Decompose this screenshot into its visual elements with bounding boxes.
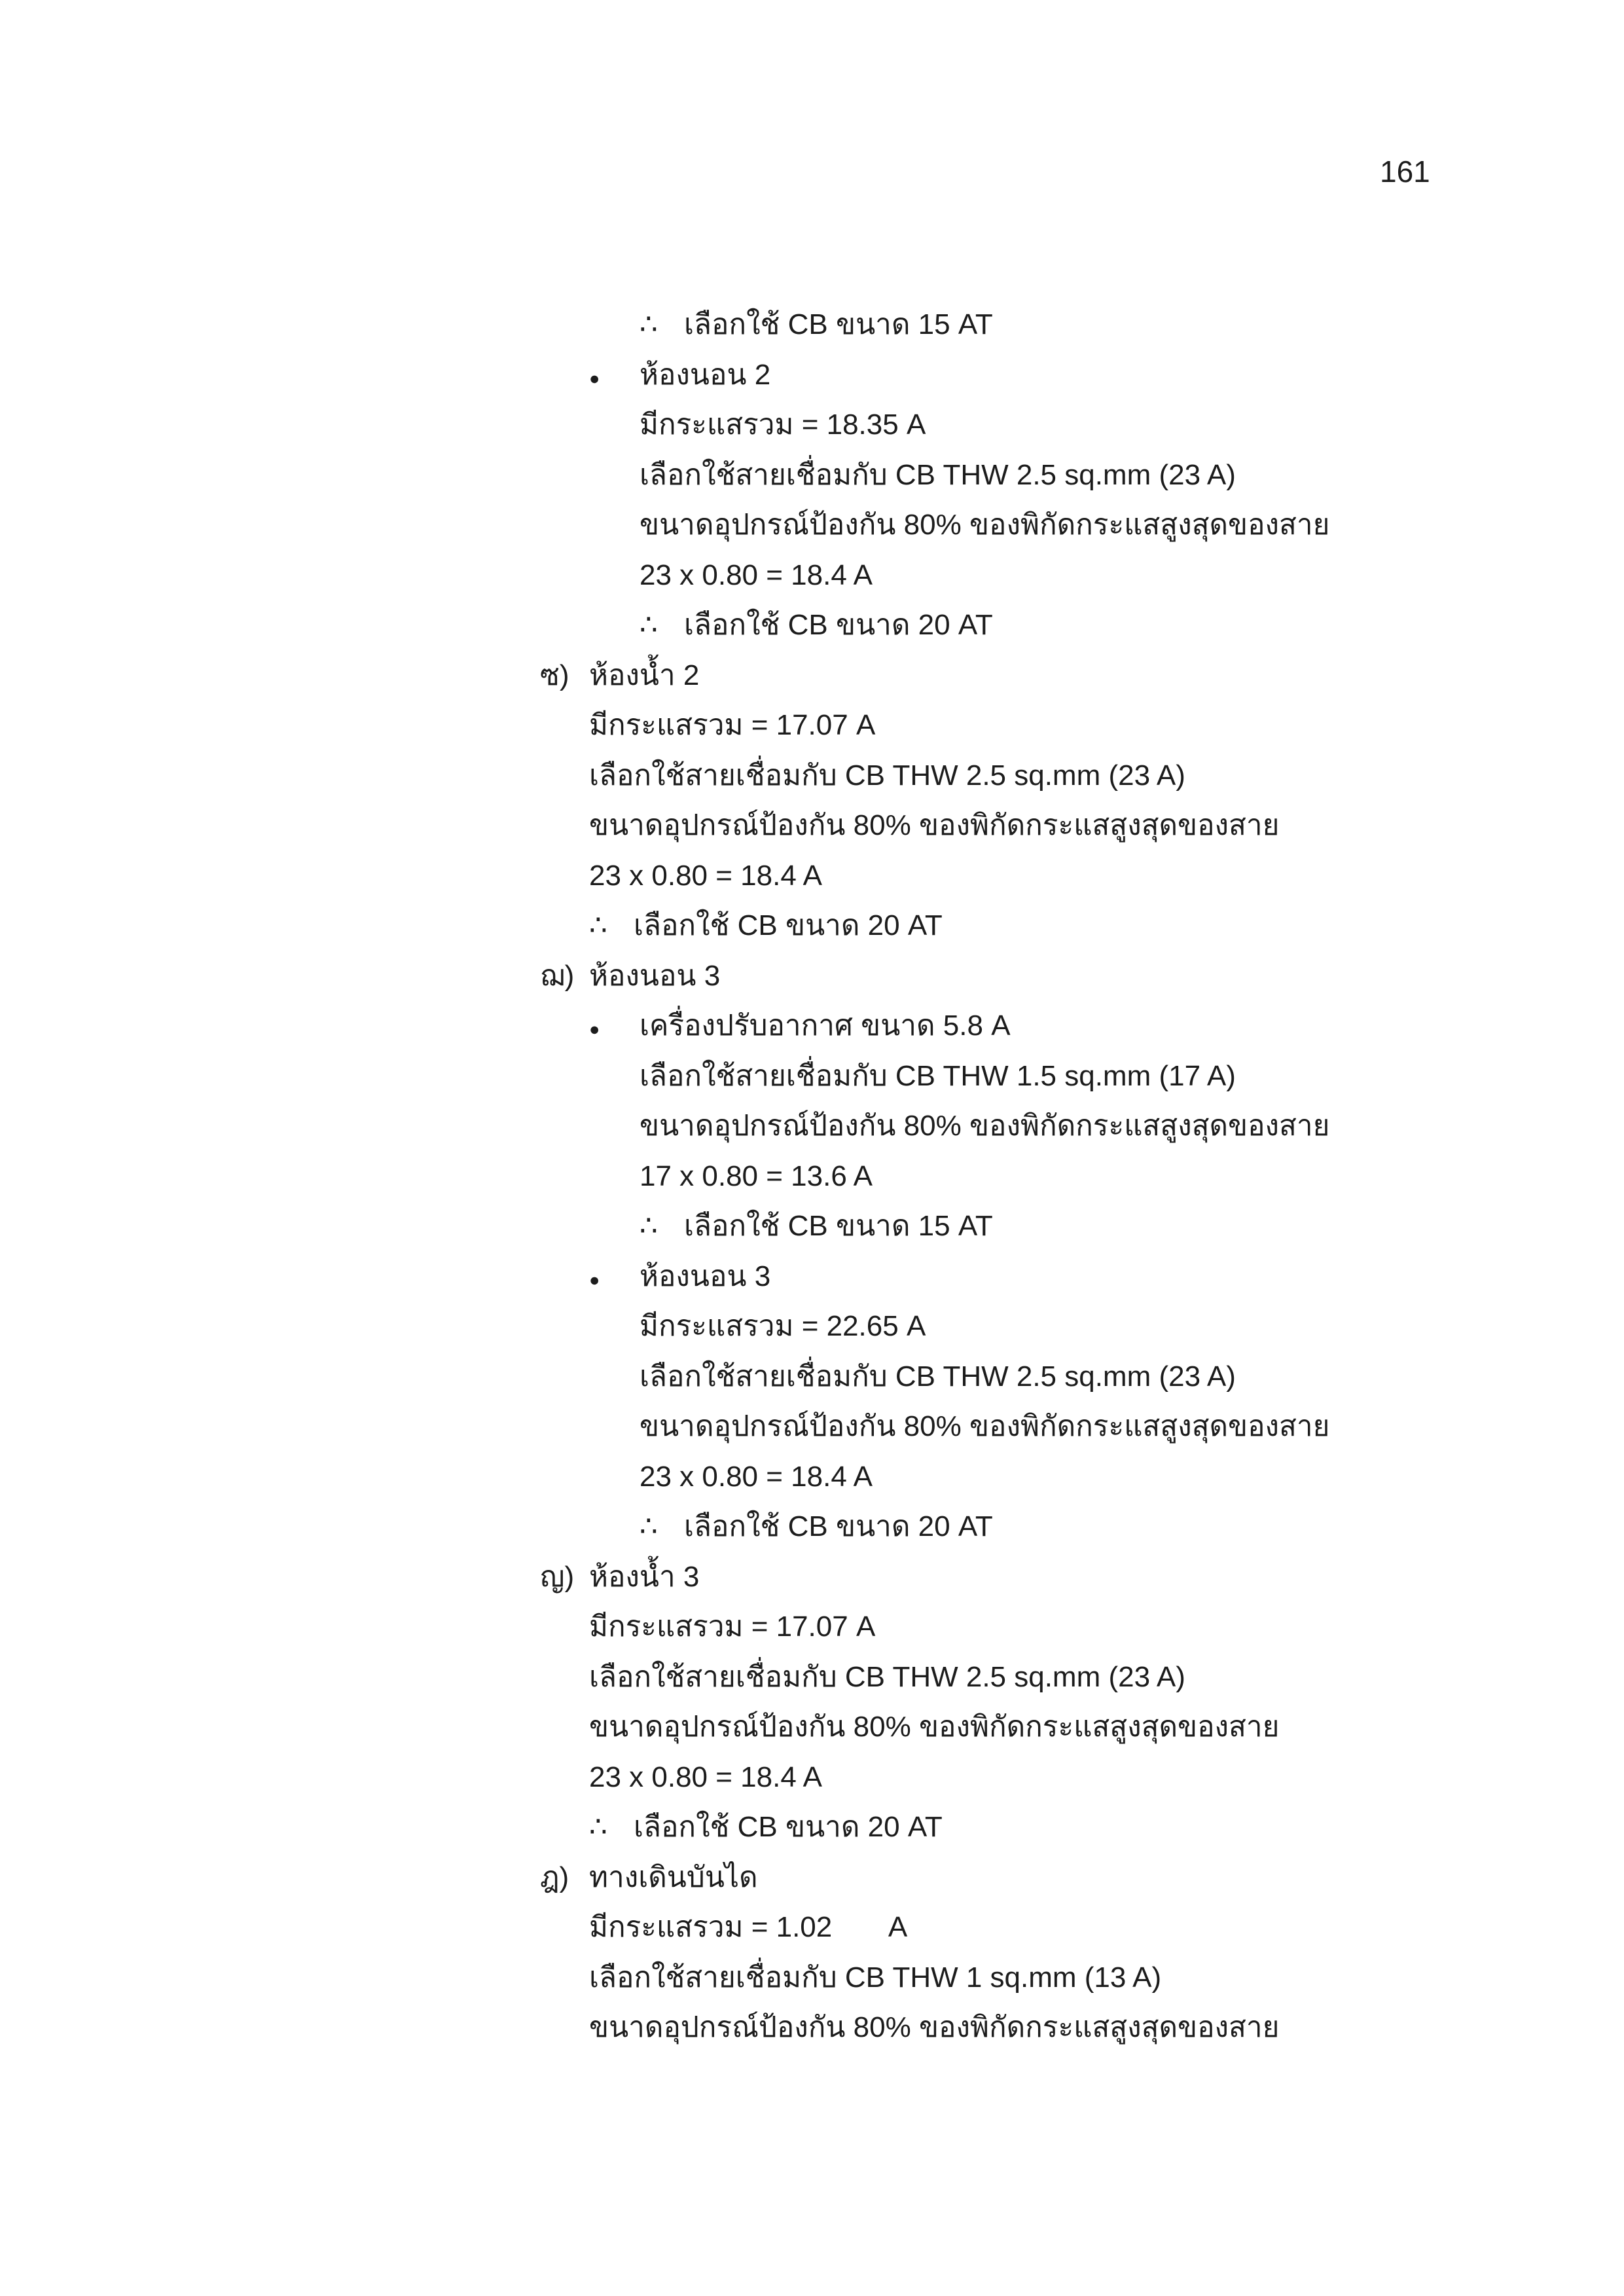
therefore-icon: ∴ bbox=[589, 909, 607, 941]
section-label: ฌ) bbox=[540, 959, 575, 992]
document-line bbox=[540, 1252, 1489, 1302]
line-text: เลือกใช้สายเชื่อมกับ CB THW 1.5 sq.mm (17 A) bbox=[640, 1059, 1236, 1092]
line-text: ขนาดอุปกรณ์ป้องกัน 80% ของพิกัดกระแสสูงสุดของสาย bbox=[589, 1711, 1280, 1743]
section-label: ฎ) bbox=[540, 1861, 569, 1893]
therefore-icon: ∴ bbox=[640, 1210, 658, 1242]
line-text: ขนาดอุปกรณ์ป้องกัน 80% ของพิกัดกระแสสูงสุดของสาย bbox=[640, 1410, 1330, 1442]
line-text: ห้องน้ำ 3 bbox=[589, 1560, 700, 1593]
line-text: ขนาดอุปกรณ์ป้องกัน 80% ของพิกัดกระแสสูงสุดของสาย bbox=[640, 509, 1330, 541]
line-text: ขนาดอุปกรณ์ป้องกัน 80% ของพิกัดกระแสสูงสุดของสาย bbox=[640, 1110, 1330, 1142]
document-line bbox=[540, 701, 1489, 751]
document-line bbox=[540, 350, 1489, 401]
line-text: 23 x 0.80 = 18.4 A bbox=[640, 1460, 873, 1493]
document-line bbox=[540, 751, 1489, 801]
line-text: เลือกใช้ CB ขนาด 15 AT bbox=[684, 1210, 993, 1242]
document-line bbox=[540, 1101, 1489, 1152]
document-line bbox=[540, 1502, 1489, 1552]
line-text: เครื่องปรับอากาศ ขนาด 5.8 A bbox=[640, 1010, 1011, 1042]
document-line bbox=[540, 500, 1489, 551]
line-text: มีกระแสรวม = 1.02 A bbox=[589, 1911, 908, 1943]
line-text: เลือกใช้สายเชื่อมกับ CB THW 2.5 sq.mm (23 A) bbox=[589, 1660, 1185, 1693]
line-text: ห้องน้ำ 2 bbox=[589, 659, 700, 691]
line-text: ห้องนอน 3 bbox=[589, 959, 721, 992]
document-line bbox=[540, 2003, 1489, 2053]
line-text: ขนาดอุปกรณ์ป้องกัน 80% ของพิกัดกระแสสูงสุดของสาย bbox=[589, 809, 1280, 841]
document-line bbox=[540, 1302, 1489, 1352]
therefore-icon: ∴ bbox=[640, 308, 658, 340]
document-line bbox=[540, 1853, 1489, 1903]
document-line bbox=[540, 1152, 1489, 1202]
bullet-icon: ● bbox=[589, 1019, 600, 1039]
document-line bbox=[540, 400, 1489, 450]
line-text: มีกระแสรวม = 22.65 A bbox=[640, 1310, 926, 1342]
document-line bbox=[540, 1051, 1489, 1102]
line-text: มีกระแสรวม = 18.35 A bbox=[640, 409, 926, 441]
line-text: เลือกใช้สายเชื่อมกับ CB THW 2.5 sq.mm (23 A) bbox=[589, 759, 1185, 792]
line-text: 17 x 0.80 = 13.6 A bbox=[640, 1159, 873, 1192]
section-label: ญ) bbox=[540, 1560, 575, 1593]
document-line bbox=[540, 1802, 1489, 1853]
line-text: 23 x 0.80 = 18.4 A bbox=[640, 558, 873, 591]
document-line bbox=[540, 901, 1489, 951]
line-text: มีกระแสรวม = 17.07 A bbox=[589, 1611, 876, 1643]
line-text: เลือกใช้ CB ขนาด 20 AT bbox=[684, 609, 993, 641]
document-line bbox=[540, 1352, 1489, 1402]
document-line bbox=[540, 1001, 1489, 1051]
document-line bbox=[540, 651, 1489, 701]
document-line bbox=[540, 951, 1489, 1002]
line-text: เลือกใช้ CB ขนาด 20 AT bbox=[684, 1510, 993, 1542]
therefore-icon: ∴ bbox=[589, 1811, 607, 1843]
document-line bbox=[540, 450, 1489, 501]
line-text: เลือกใช้สายเชื่อมกับ CB THW 2.5 sq.mm (23 A) bbox=[640, 1360, 1236, 1393]
line-text: ขนาดอุปกรณ์ป้องกัน 80% ของพิกัดกระแสสูงสุดของสาย bbox=[589, 2011, 1280, 2043]
section-label: ซ) bbox=[540, 659, 569, 691]
document-line bbox=[540, 1201, 1489, 1252]
bullet-icon: ● bbox=[589, 1269, 600, 1290]
document-line bbox=[540, 801, 1489, 851]
document-line bbox=[540, 1452, 1489, 1503]
document-line bbox=[540, 1702, 1489, 1753]
line-text: เลือกใช้ CB ขนาด 20 AT bbox=[634, 1811, 943, 1843]
document-line bbox=[540, 1903, 1489, 1953]
document-line bbox=[540, 1552, 1489, 1603]
line-text: มีกระแสรวม = 17.07 A bbox=[589, 709, 876, 741]
line-text: 23 x 0.80 = 18.4 A bbox=[589, 859, 822, 892]
bullet-icon: ● bbox=[589, 368, 600, 388]
document-content bbox=[540, 300, 1489, 2053]
document-line bbox=[540, 300, 1489, 350]
line-text: เลือกใช้สายเชื่อมกับ CB THW 1 sq.mm (13 A) bbox=[589, 1961, 1162, 1994]
line-text: ทางเดินบันได bbox=[589, 1861, 758, 1893]
document-line bbox=[540, 851, 1489, 902]
line-text: เลือกใช้ CB ขนาด 20 AT bbox=[634, 909, 943, 941]
document-line bbox=[540, 1953, 1489, 2003]
line-text: เลือกใช้สายเชื่อมกับ CB THW 2.5 sq.mm (23 A) bbox=[640, 458, 1236, 491]
line-text: 23 x 0.80 = 18.4 A bbox=[589, 1760, 822, 1793]
document-line bbox=[540, 1753, 1489, 1803]
page-number: 161 bbox=[1380, 155, 1430, 189]
line-text: เลือกใช้ CB ขนาด 15 AT bbox=[684, 308, 993, 340]
line-text: ห้องนอน 2 bbox=[640, 358, 771, 391]
document-line bbox=[540, 551, 1489, 601]
therefore-icon: ∴ bbox=[640, 1510, 658, 1542]
document-line bbox=[540, 1652, 1489, 1703]
line-text: ห้องนอน 3 bbox=[640, 1260, 771, 1292]
document-line bbox=[540, 600, 1489, 651]
therefore-icon: ∴ bbox=[640, 609, 658, 641]
document-line bbox=[540, 1602, 1489, 1652]
document-line bbox=[540, 1402, 1489, 1452]
